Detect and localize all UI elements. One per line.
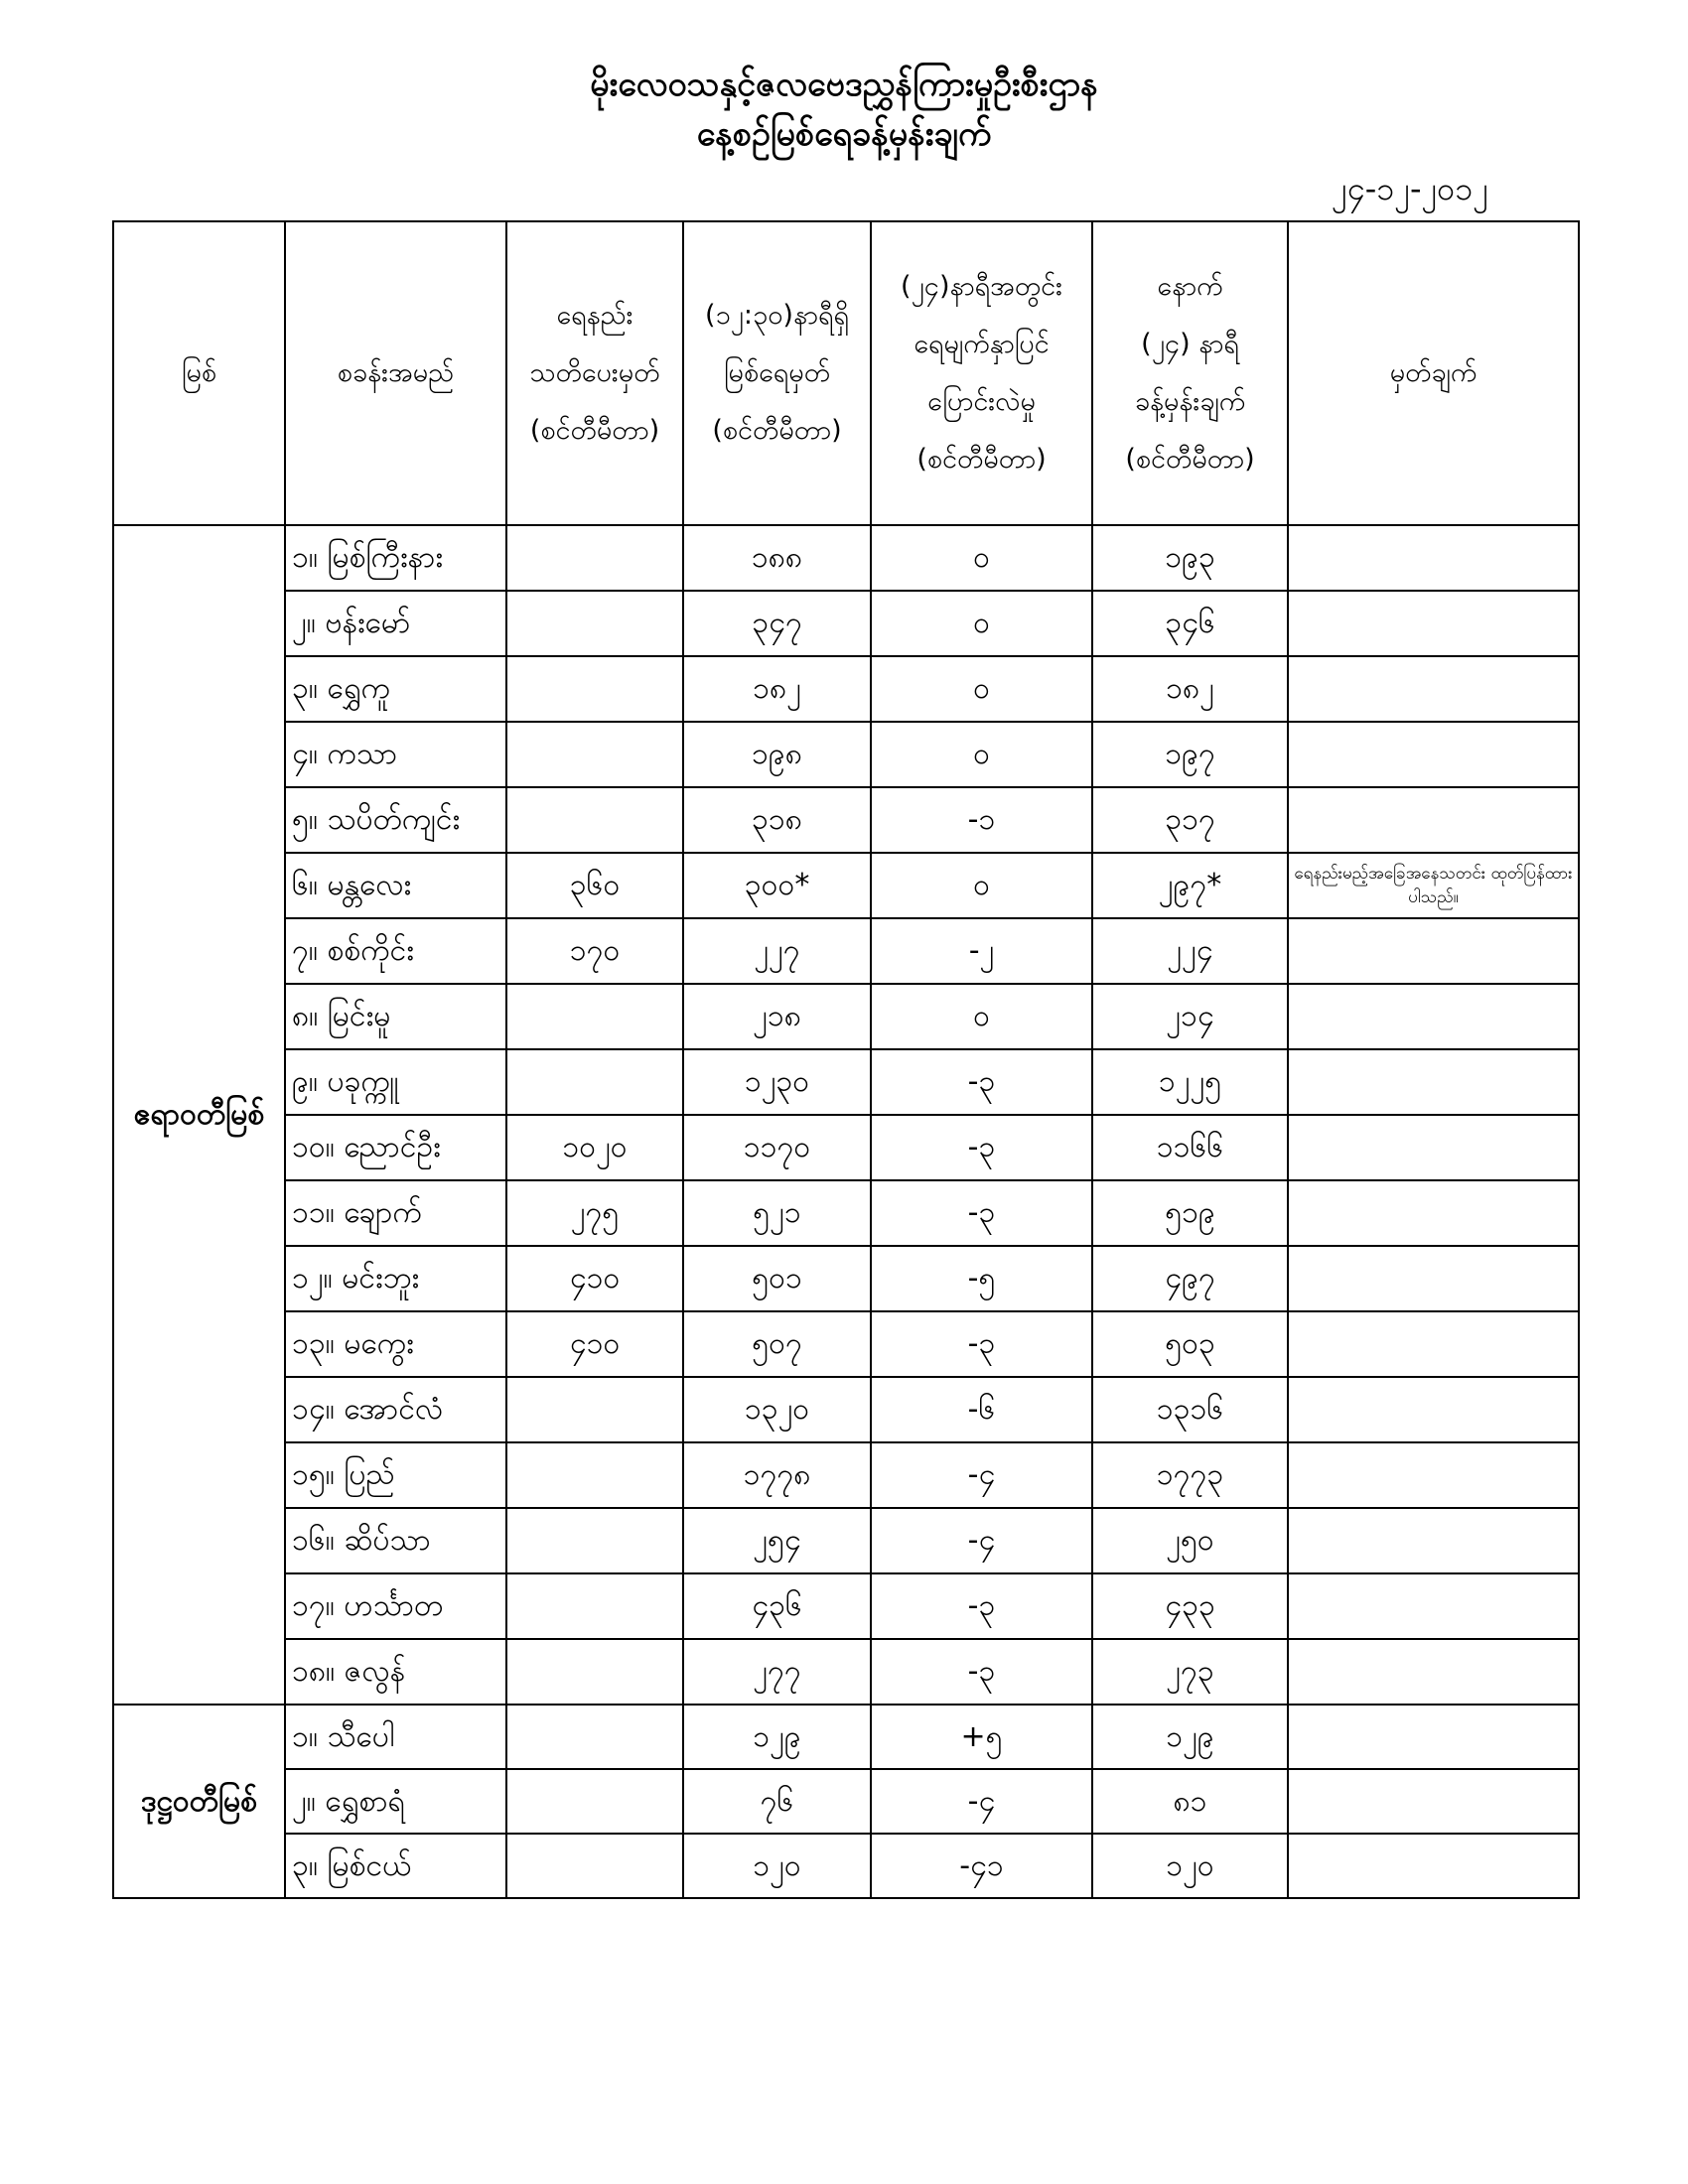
danger-level [506, 1508, 683, 1573]
remark [1288, 1049, 1579, 1115]
forecast-level: ၂၁၄ [1092, 984, 1288, 1049]
danger-level: ၂၇၅ [506, 1180, 683, 1246]
station-name: ၇။ စစ်ကိုင်း [285, 918, 506, 984]
forecast-level: ၁၇၇၃ [1092, 1442, 1288, 1508]
table-row [113, 1311, 1579, 1377]
current-level: ၁၂၃၀ [683, 1049, 871, 1115]
current-level: ၂၁၈ [683, 984, 871, 1049]
header-line: ရေနည်း [556, 300, 633, 331]
department-title: မိုးလေဝသနှင့်ဇလဗေဒညွှန်ကြားမှုဦးစီးဌာန [590, 65, 1098, 104]
forecast-level: ၃၄၆ [1092, 591, 1288, 656]
remark [1288, 1573, 1579, 1639]
table-body [113, 525, 1579, 1898]
forecast-level: ၅၀၃ [1092, 1311, 1288, 1377]
table-row [113, 1442, 1579, 1508]
forecast-level: ၁၁၆၆ [1092, 1115, 1288, 1180]
header-line: (၂၄) နာရီ [1141, 329, 1239, 359]
table-row [113, 984, 1579, 1049]
station-name: ၁။ သီပေါ [285, 1705, 506, 1769]
forecast-level: ၁၂၉ [1092, 1705, 1288, 1769]
table-row [113, 918, 1579, 984]
remark [1288, 1115, 1579, 1180]
table-row [113, 1377, 1579, 1442]
danger-level [506, 1639, 683, 1705]
header-24h-change [871, 221, 1092, 525]
level-change: -၃ [871, 1573, 1092, 1639]
forecast-level: ၅၁၉ [1092, 1180, 1288, 1246]
danger-level [506, 525, 683, 591]
danger-level: ၁၇၀ [506, 918, 683, 984]
header-line: (စင်တီမီတာ) [1125, 444, 1255, 475]
table-header [113, 221, 1579, 525]
current-level: ၁၈၈ [683, 525, 871, 591]
level-change: -၄ [871, 1508, 1092, 1573]
danger-level [506, 1377, 683, 1442]
header-line: မြစ် [181, 357, 217, 388]
remark [1288, 525, 1579, 591]
station-name: ၁၅။ ပြည် [285, 1442, 506, 1508]
forecast-level: ၂၇၃ [1092, 1639, 1288, 1705]
header-line: ပြောင်းလဲမှု [927, 386, 1036, 417]
forecast-level: ၁၂၀ [1092, 1834, 1288, 1898]
remark [1288, 1834, 1579, 1898]
danger-level: ၄၁၀ [506, 1311, 683, 1377]
header-current-level [683, 221, 871, 525]
level-change: -၄၁ [871, 1834, 1092, 1898]
table-row [113, 1639, 1579, 1705]
table-row [113, 525, 1579, 591]
level-change: ၀ [871, 853, 1092, 918]
danger-level [506, 656, 683, 722]
current-level: ၁၂၀ [683, 1834, 871, 1898]
level-change: ၀ [871, 722, 1092, 787]
river-name: ဒုဋ္ဌဝတီမြစ် [113, 1705, 285, 1898]
station-name: ၁၇။ ဟင်္သာတ [285, 1573, 506, 1639]
station-name: ၁၆။ ဆိပ်သာ [285, 1508, 506, 1573]
remark [1288, 1769, 1579, 1834]
station-name: ၉။ ပခုက္ကူ [285, 1049, 506, 1115]
report-date: ၂၄-၁၂-၂၀၁၂ [1332, 170, 1488, 207]
header-line: (၁၂:၃၀)နာရီရှိ [704, 300, 850, 331]
level-change: ၀ [871, 591, 1092, 656]
forecast-level: ၂၅၀ [1092, 1508, 1288, 1573]
current-level: ၃၀၀* [683, 853, 871, 918]
remark [1288, 984, 1579, 1049]
remark [1288, 1442, 1579, 1508]
table-row [113, 787, 1579, 853]
level-change: ၀ [871, 656, 1092, 722]
remark [1288, 1377, 1579, 1442]
station-name: ၂။ ရွှေစာရံ [285, 1769, 506, 1834]
danger-level [506, 1573, 683, 1639]
remark [1288, 1508, 1579, 1573]
current-level: ၁၈၂ [683, 656, 871, 722]
level-change: ၀ [871, 525, 1092, 591]
level-change: -၄ [871, 1769, 1092, 1834]
table-row [113, 1573, 1579, 1639]
table-row [113, 1705, 1579, 1769]
current-level: ၁၁၇၀ [683, 1115, 871, 1180]
table-row [113, 656, 1579, 722]
danger-level [506, 722, 683, 787]
current-level: ၃၁၈ [683, 787, 871, 853]
station-name: ၁၄။ အောင်လံ [285, 1377, 506, 1442]
forecast-level: ၄၃၃ [1092, 1573, 1288, 1639]
table-row [113, 1246, 1579, 1311]
current-level: ၁၂၉ [683, 1705, 871, 1769]
level-change: -၂ [871, 918, 1092, 984]
remark [1288, 1180, 1579, 1246]
table-row [113, 1508, 1579, 1573]
table-row [113, 722, 1579, 787]
danger-level [506, 1049, 683, 1115]
danger-level: ၁၀၂၀ [506, 1115, 683, 1180]
header-line: မြစ်ရေမှတ် [723, 357, 831, 388]
level-change: -၃ [871, 1049, 1092, 1115]
danger-level [506, 1705, 683, 1769]
report-title: နေ့စဉ်မြစ်ရေခန့်မှန်းချက် [696, 114, 992, 154]
forecast-level: ၂၉၇* [1092, 853, 1288, 918]
header-station [285, 221, 506, 525]
forecast-level: ၁၉၇ [1092, 722, 1288, 787]
danger-level [506, 1834, 683, 1898]
current-level: ၁၃၂၀ [683, 1377, 871, 1442]
station-name: ၈။ မြင်းမူ [285, 984, 506, 1049]
remark [1288, 1705, 1579, 1769]
level-change: ၀ [871, 984, 1092, 1049]
header-line: (စင်တီမီတာ) [916, 444, 1047, 475]
station-name: ၆။ မန္တလေး [285, 853, 506, 918]
level-change: -၃ [871, 1311, 1092, 1377]
header-line: စခန်းအမည် [337, 357, 455, 388]
current-level: ၇၆ [683, 1769, 871, 1834]
level-change: -၃ [871, 1180, 1092, 1246]
danger-level [506, 787, 683, 853]
station-name: ၂။ ဗန်းမော် [285, 591, 506, 656]
header-danger-level [506, 221, 683, 525]
header-river [113, 221, 285, 525]
danger-level: ၄၁၀ [506, 1246, 683, 1311]
table-row [113, 853, 1579, 918]
forecast-level: ၁၈၂ [1092, 656, 1288, 722]
station-name: ၁၈။ ဇလွန် [285, 1639, 506, 1705]
remark [1288, 1246, 1579, 1311]
forecast-level: ၁၃၁၆ [1092, 1377, 1288, 1442]
station-name: ၅။ သပိတ်ကျင်း [285, 787, 506, 853]
danger-level [506, 1769, 683, 1834]
header-line: (၂၄)နာရီအတွင်း [900, 271, 1062, 302]
remark [1288, 1639, 1579, 1705]
river-name: ဧရာဝတီမြစ် [113, 525, 285, 1705]
table-row [113, 591, 1579, 656]
river-level-table [112, 220, 1580, 1899]
station-name: ၄။ ကသာ [285, 722, 506, 787]
header-line: နောက် [1157, 271, 1223, 302]
danger-level [506, 591, 683, 656]
station-name: ၁။ မြစ်ကြီးနား [285, 525, 506, 591]
current-level: ၃၄၇ [683, 591, 871, 656]
current-level: ၅၀၇ [683, 1311, 871, 1377]
header-remarks [1288, 221, 1579, 525]
header-line: ခန့်မှန်းချက် [1134, 386, 1246, 417]
remark [1288, 722, 1579, 787]
table-row [113, 1769, 1579, 1834]
forecast-level: ၃၁၇ [1092, 787, 1288, 853]
remark [1288, 591, 1579, 656]
current-level: ၂၂၇ [683, 918, 871, 984]
forecast-level: ၁၂၂၅ [1092, 1049, 1288, 1115]
current-level: ၁၉၈ [683, 722, 871, 787]
danger-level: ၃၆၀ [506, 853, 683, 918]
level-change: -၁ [871, 787, 1092, 853]
level-change: -၃ [871, 1115, 1092, 1180]
forecast-level: ၈၁ [1092, 1769, 1288, 1834]
station-name: ၁၃။ မကွေး [285, 1311, 506, 1377]
station-name: ၁၁။ ချောက် [285, 1180, 506, 1246]
forecast-level: ၁၉၃ [1092, 525, 1288, 591]
table-row [113, 1049, 1579, 1115]
remark: ရေနည်းမည့်အခြေအနေသတင်း ထုတ်ပြန်ထားပါသည်။ [1288, 853, 1579, 918]
level-change: -၄ [871, 1442, 1092, 1508]
forecast-level: ၂၂၄ [1092, 918, 1288, 984]
table-row [113, 1115, 1579, 1180]
header-line: ရေမျက်နှာပြင် [914, 329, 1050, 359]
danger-level [506, 1442, 683, 1508]
table-row [113, 1834, 1579, 1898]
level-change: -၆ [871, 1377, 1092, 1442]
header-line: (စင်တီမီတာ) [529, 415, 660, 446]
current-level: ၅၂၁ [683, 1180, 871, 1246]
current-level: ၂၅၄ [683, 1508, 871, 1573]
level-change: -၅ [871, 1246, 1092, 1311]
level-change: -၃ [871, 1639, 1092, 1705]
forecast-level: ၄၉၇ [1092, 1246, 1288, 1311]
header-line: သတိပေးမှတ် [529, 357, 660, 388]
table-row [113, 1180, 1579, 1246]
remark [1288, 656, 1579, 722]
header-line: မှတ်ချက် [1389, 357, 1477, 388]
remark [1288, 918, 1579, 984]
current-level: ၂၇၇ [683, 1639, 871, 1705]
remark [1288, 1311, 1579, 1377]
station-name: ၃။ ရွှေကူ [285, 656, 506, 722]
header-24h-forecast [1092, 221, 1288, 525]
remark [1288, 787, 1579, 853]
station-name: ၁၂။ မင်းဘူး [285, 1246, 506, 1311]
station-name: ၃။ မြစ်ငယ် [285, 1834, 506, 1898]
header-line: (စင်တီမီတာ) [712, 415, 842, 446]
current-level: ၄၃၆ [683, 1573, 871, 1639]
station-name: ၁၀။ ညောင်ဦး [285, 1115, 506, 1180]
current-level: ၁၇၇၈ [683, 1442, 871, 1508]
level-change: +၅ [871, 1705, 1092, 1769]
current-level: ၅၀၁ [683, 1246, 871, 1311]
danger-level [506, 984, 683, 1049]
